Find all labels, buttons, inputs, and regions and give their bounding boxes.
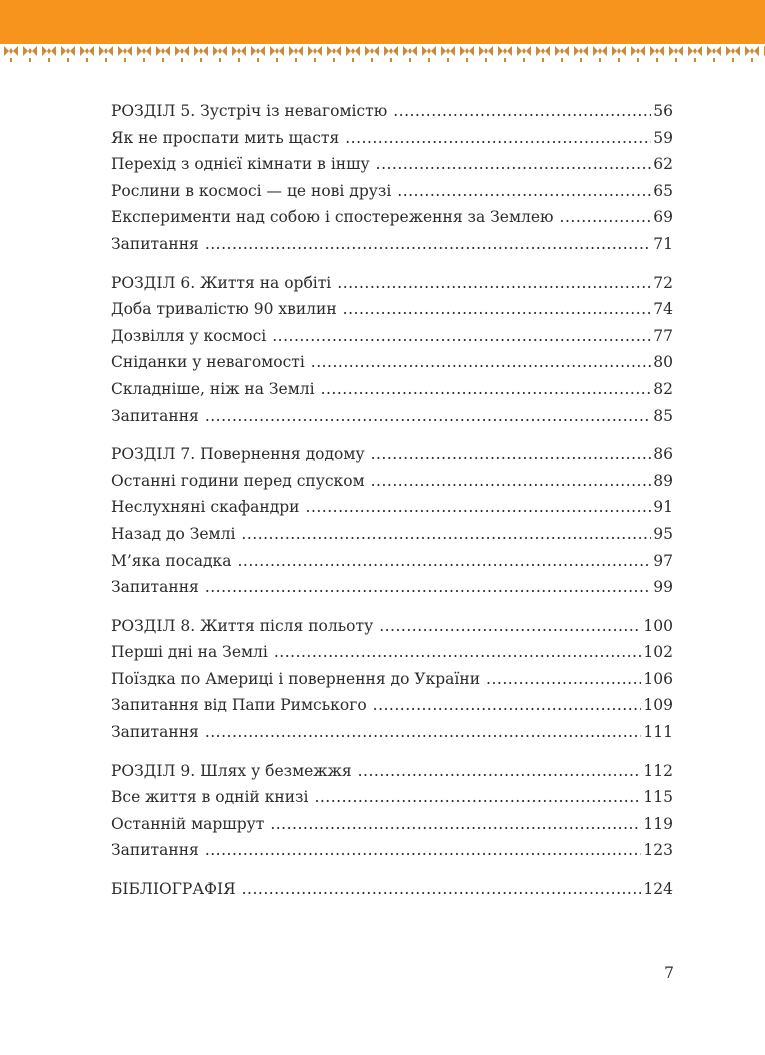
toc-entry[interactable]	[111, 692, 673, 719]
toc-entry[interactable]	[111, 270, 673, 297]
toc-entry[interactable]	[111, 758, 673, 785]
toc-entry-title: Дозвілля у космосі	[111, 326, 267, 345]
ornament-motif	[441, 46, 455, 62]
leader-dots	[379, 613, 641, 640]
toc-entry-title: Останні години перед спуском	[111, 471, 365, 490]
ornament-motif	[631, 46, 645, 62]
toc-entry[interactable]	[111, 521, 673, 548]
leader-dots	[343, 296, 652, 323]
toc-entry[interactable]	[111, 468, 673, 495]
ornament-motif	[156, 46, 170, 62]
toc-entry[interactable]	[111, 376, 673, 403]
ornament-motif	[80, 46, 94, 62]
leader-dots	[358, 758, 642, 785]
ornament-motif	[137, 46, 151, 62]
toc-entry[interactable]	[111, 231, 673, 258]
leader-dots	[371, 468, 652, 495]
toc-entry-title: Неслухняні скафандри	[111, 498, 300, 517]
toc-entry-page: 65	[653, 181, 673, 200]
ornament-motif	[232, 46, 246, 62]
toc-entry-page: 111	[643, 723, 673, 742]
toc-entry-bibliography[interactable]	[111, 876, 673, 903]
toc-entry-title: Все життя в одній книзі	[111, 788, 309, 807]
ornament-motif	[593, 46, 607, 62]
leader-dots	[205, 403, 651, 430]
ornament-motif	[422, 46, 436, 62]
toc-entry-page: 112	[643, 761, 673, 780]
toc-entry[interactable]	[111, 574, 673, 601]
toc-entry-page: 106	[643, 669, 673, 688]
ornament-motif	[42, 46, 56, 62]
toc-entry[interactable]	[111, 494, 673, 521]
toc-entry[interactable]	[111, 204, 673, 231]
toc-entry[interactable]	[111, 441, 673, 468]
toc-entry-page: 72	[653, 273, 673, 292]
ornament-motif	[289, 46, 303, 62]
leader-dots	[560, 204, 652, 231]
toc-entry-title: БІБЛІОГРАФІЯ	[111, 880, 236, 899]
toc-entry-page: 124	[643, 880, 673, 899]
toc-entry-title: РОЗДІЛ 9. Шлях у безмежжя	[111, 761, 352, 780]
toc-entry[interactable]	[111, 296, 673, 323]
toc-entry-page: 91	[653, 498, 673, 517]
toc-section-5	[111, 98, 673, 258]
leader-dots	[371, 441, 652, 468]
ornament-motif	[251, 46, 265, 62]
toc-entry-title: Запитання	[111, 723, 199, 742]
ornament-motif	[479, 46, 493, 62]
toc-entry-page: 100	[643, 616, 673, 635]
toc-entry[interactable]	[111, 613, 673, 640]
leader-dots	[205, 574, 651, 601]
ornament-motif	[23, 46, 37, 62]
toc-section-6	[111, 270, 673, 430]
ornament-motif	[308, 46, 322, 62]
leader-dots	[270, 811, 641, 838]
leader-dots	[272, 323, 651, 350]
leader-dots	[205, 719, 642, 746]
toc-entry-page: 80	[653, 353, 673, 372]
toc-entry[interactable]	[111, 784, 673, 811]
ornament-motif	[194, 46, 208, 62]
leader-dots	[345, 125, 651, 152]
toc-section-9	[111, 758, 673, 864]
toc-entry[interactable]	[111, 151, 673, 178]
toc-entry-page: 62	[653, 155, 673, 174]
toc-entry-title: Запитання	[111, 234, 199, 253]
ornament-motif	[612, 46, 626, 62]
toc-entry[interactable]	[111, 403, 673, 430]
toc-entry-page: 69	[653, 208, 673, 227]
top-orange-band	[0, 0, 765, 44]
leader-dots	[205, 231, 651, 258]
ornament-motif	[327, 46, 341, 62]
toc-entry[interactable]	[111, 837, 673, 864]
toc-entry-title: Як не проспати мить щастя	[111, 128, 340, 147]
toc-entry-page: 95	[653, 524, 673, 543]
leader-dots	[306, 494, 652, 521]
ornament-motif	[555, 46, 569, 62]
ornament-motif	[498, 46, 512, 62]
toc-entry-page: 71	[653, 234, 673, 253]
toc-entry-page: 59	[653, 128, 673, 147]
toc-entry[interactable]	[111, 811, 673, 838]
leader-dots	[376, 151, 652, 178]
ornament-motif	[517, 46, 531, 62]
ornament-motif	[460, 46, 474, 62]
toc-entry-page: 109	[643, 696, 673, 715]
ornament-motif	[384, 46, 398, 62]
toc-entry[interactable]	[111, 349, 673, 376]
toc-entry-page: 77	[653, 326, 673, 345]
leader-dots	[397, 178, 651, 205]
ornament-motif	[574, 46, 588, 62]
ornament-motif	[536, 46, 550, 62]
ornament-motif	[99, 46, 113, 62]
toc-entry-title: Запитання від Папи Римського	[111, 696, 367, 715]
ornament-motif	[213, 46, 227, 62]
toc-entry-title: Назад до Землі	[111, 524, 236, 543]
leader-dots	[314, 784, 641, 811]
toc-entry-page: 82	[653, 379, 673, 398]
toc-entry-page: 123	[643, 841, 673, 860]
ornament-motif	[4, 46, 18, 62]
toc-entry-page: 56	[653, 102, 673, 120]
toc-entry[interactable]	[111, 639, 673, 666]
toc-entry-title: М’яка посадка	[111, 551, 232, 570]
leader-dots	[238, 548, 652, 575]
leader-dots	[337, 270, 651, 297]
embroidery-ornament-border	[0, 42, 765, 66]
toc-entry-title: РОЗДІЛ 8. Життя після польоту	[111, 616, 374, 635]
toc-entry[interactable]	[111, 719, 673, 746]
ornament-motif	[669, 46, 683, 62]
leader-dots	[274, 639, 642, 666]
toc-entry-title: РОЗДІЛ 5. Зустріч із невагомістю	[111, 102, 388, 120]
toc-entry-page: 85	[653, 406, 673, 425]
toc-entry-title: Рослини в космосі — це нові друзі	[111, 181, 392, 200]
toc-entry-title: Перехід з однієї кімнати в іншу	[111, 155, 370, 174]
toc-entry[interactable]	[111, 125, 673, 152]
toc-entry-title: Запитання	[111, 406, 199, 425]
ornament-motif	[61, 46, 75, 62]
toc-entry-title: РОЗДІЛ 7. Повернення додому	[111, 445, 365, 464]
leader-dots	[373, 692, 642, 719]
leader-dots	[486, 666, 641, 693]
toc-entry-title: Запитання	[111, 578, 199, 597]
toc-entry[interactable]	[111, 178, 673, 205]
toc-entry[interactable]	[111, 666, 673, 693]
ornament-motif	[346, 46, 360, 62]
leader-dots	[321, 376, 652, 403]
leader-dots	[311, 349, 651, 376]
leader-dots	[205, 837, 642, 864]
toc-entry-title: Доба тривалістю 90 хвилин	[111, 300, 337, 319]
toc-entry-title: Перші дні на Землі	[111, 643, 268, 662]
leader-dots	[242, 876, 642, 903]
toc-entry[interactable]	[111, 548, 673, 575]
toc-entry-title: Останній маршрут	[111, 814, 265, 833]
page-number: 7	[664, 964, 674, 982]
toc-entry-title: Поїздка по Америці і повернення до України	[111, 669, 481, 688]
toc-entry[interactable]	[111, 98, 673, 125]
toc-entry-page: 99	[653, 578, 673, 597]
toc-entry-title: РОЗДІЛ 6. Життя на орбіті	[111, 273, 332, 292]
toc-section-7	[111, 441, 673, 601]
leader-dots	[393, 98, 651, 125]
toc-entry-title: Складніше, ніж на Землі	[111, 379, 315, 398]
toc-entry-page: 86	[653, 445, 673, 464]
toc-entry-title: Сніданки у невагомості	[111, 353, 305, 372]
ornament-motif	[650, 46, 664, 62]
ornament-motif	[365, 46, 379, 62]
ornament-motif	[745, 46, 759, 62]
toc-entry-title: Експерименти над собою і спостереження за Землею	[111, 208, 554, 227]
toc-entry-page: 74	[653, 300, 673, 319]
ornament-motif	[688, 46, 702, 62]
toc-entry-page: 119	[643, 814, 673, 833]
toc-section-8	[111, 613, 673, 746]
toc-entry[interactable]	[111, 323, 673, 350]
ornament-motif	[270, 46, 284, 62]
toc-entry-page: 97	[653, 551, 673, 570]
toc-entry-page: 115	[643, 788, 673, 807]
ornament-motif	[118, 46, 132, 62]
toc-entry-page: 102	[643, 643, 673, 662]
toc-entry-page: 89	[653, 471, 673, 490]
ornament-motif	[403, 46, 417, 62]
ornament-motif	[707, 46, 721, 62]
ornament-motif	[726, 46, 740, 62]
leader-dots	[241, 521, 651, 548]
ornament-motif	[175, 46, 189, 62]
toc-entry-title: Запитання	[111, 841, 199, 860]
table-of-contents	[111, 98, 673, 903]
